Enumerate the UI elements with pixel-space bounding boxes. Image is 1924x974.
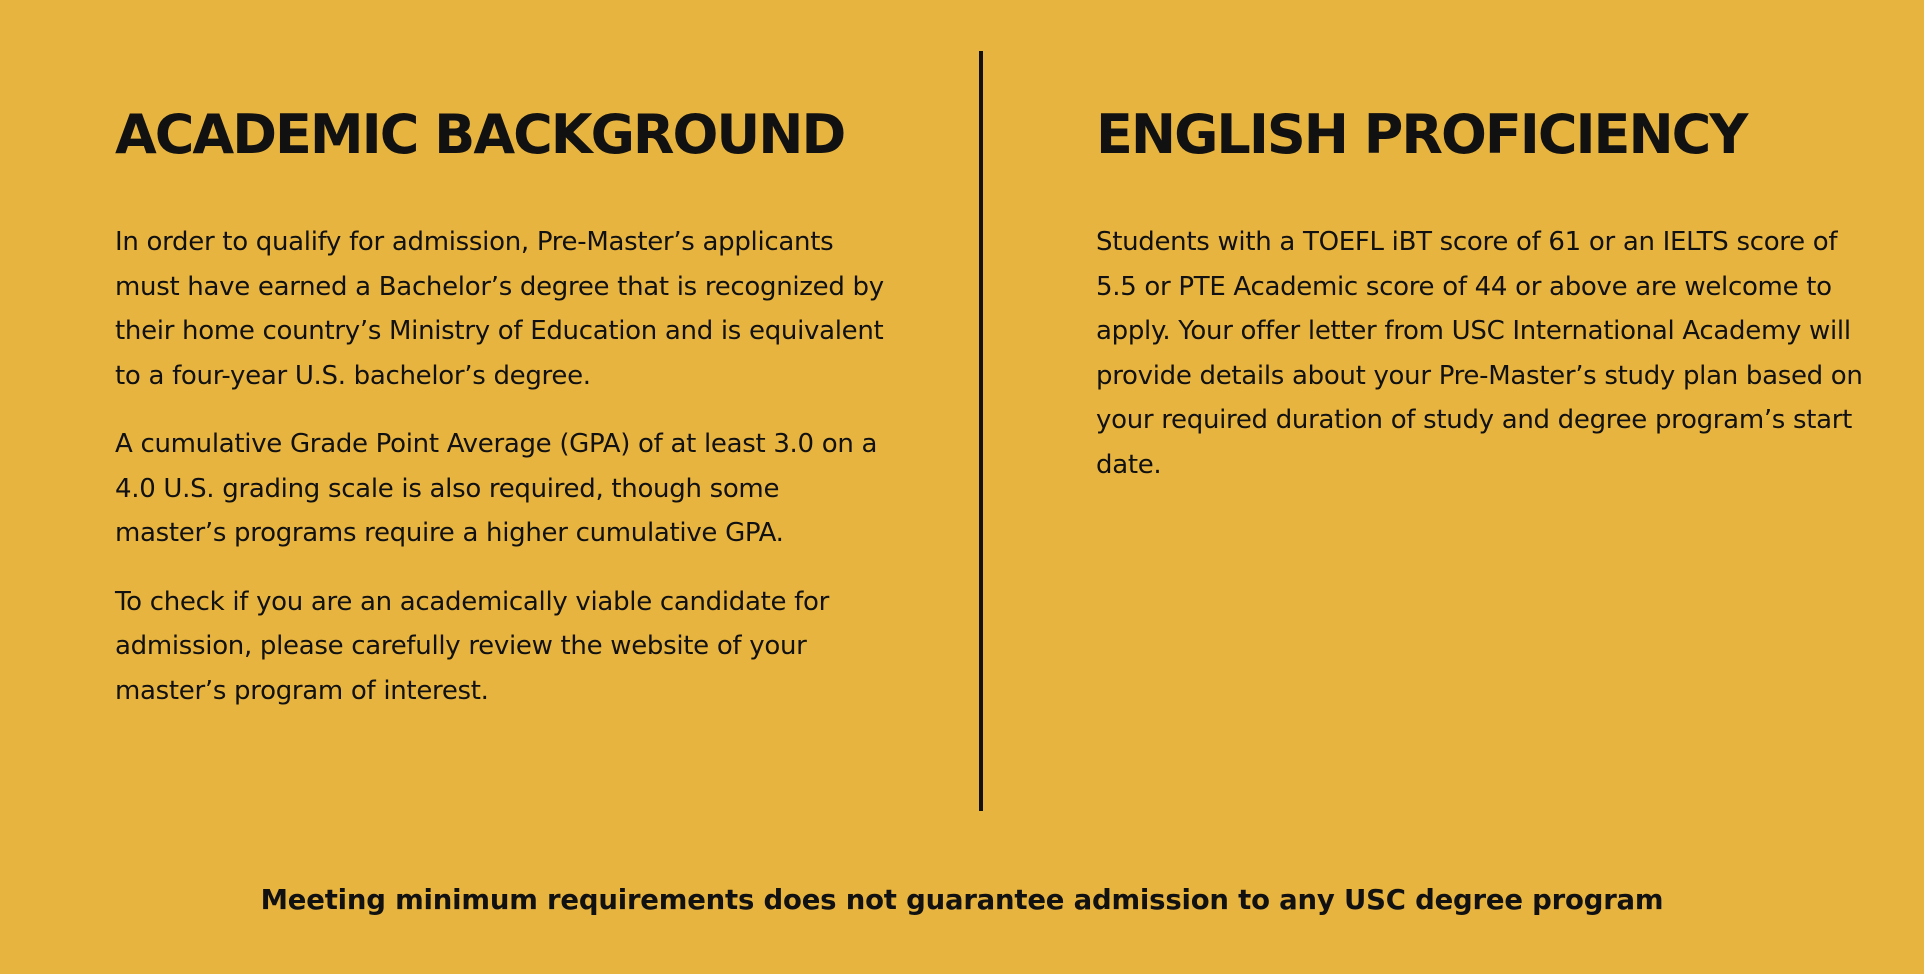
english-proficiency-section — [1096, 96, 1866, 511]
academic-background-section — [115, 96, 885, 737]
column-divider — [979, 51, 983, 811]
academic-paragraph-degree: In order to qualify for admission, Pre-Master’s applicants must have earned a Bachelor’s degree that is recognized by their home country’s Ministry of Education and is equivalent to a four-year U.S. bachelor’s degree. — [115, 227, 884, 391]
academic-paragraph-gpa: A cumulative Grade Point Average (GPA) of at least 3.0 on a 4.0 U.S. grading scale is also required, though some master’s programs require a higher cumulative GPA. — [115, 429, 878, 548]
admission-disclaimer: Meeting minimum requirements does not guarantee admission to any USC degree program — [260, 884, 1664, 916]
english-proficiency-heading: ENGLISH PROFICIENCY — [1096, 103, 1747, 166]
english-paragraph-scores: Students with a TOEFL iBT score of 61 or an IELTS score of 5.5 or PTE Academic score of 44 or above are welcome to apply. Your offer letter from USC International Academy will provide details about your Pre-Master’s study plan based on your required duration of study and degree program’s start date. — [1096, 227, 1863, 480]
academic-background-heading: ACADEMIC BACKGROUND — [115, 103, 845, 166]
academic-paragraph-review: To check if you are an academically viable candidate for admission, please carefully review the website of your master’s program of interest. — [115, 586, 830, 706]
